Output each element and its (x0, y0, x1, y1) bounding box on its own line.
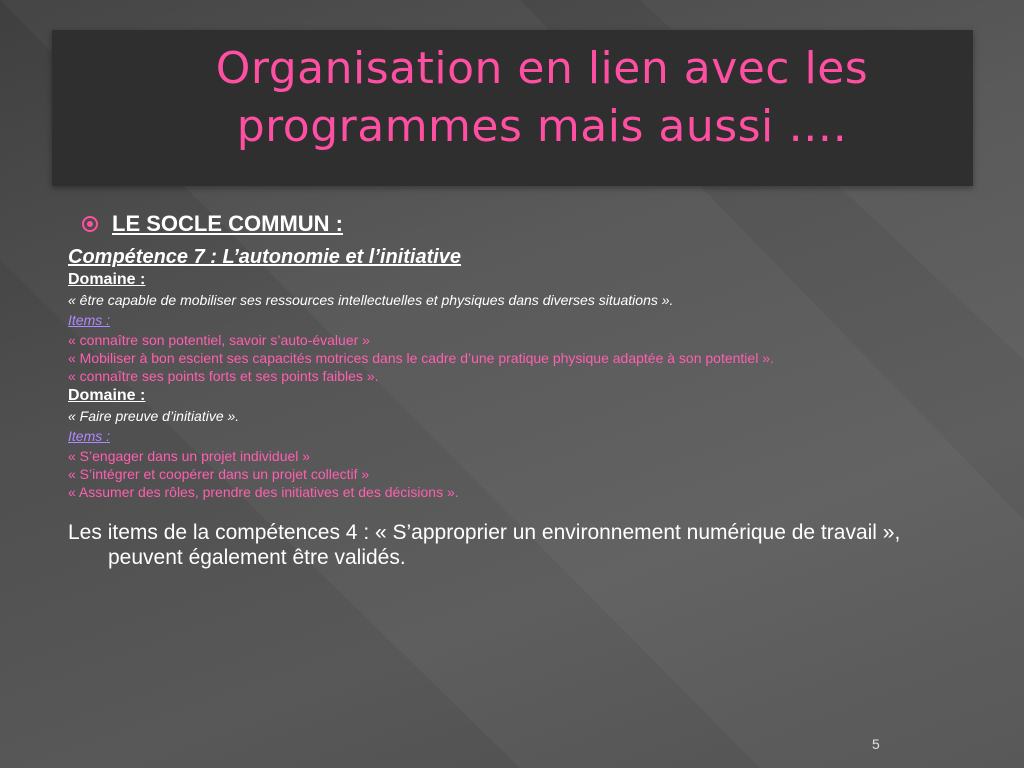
final-paragraph: Les items de la compétences 4 : « S’approprier un environnement numérique de travail », peuvent également être validés. (68, 521, 901, 569)
items-label-2: Items : (68, 428, 111, 444)
slide-content (68, 206, 968, 570)
list-item: « Assumer des rôles, prendre des initiatives et des décisions ». (68, 484, 459, 500)
slide-title: Organisation en lien avec les programmes mais aussi …. (215, 43, 869, 152)
domaine-label-1: Domaine : (68, 271, 146, 288)
page-number: 5 (872, 736, 880, 752)
radio-bullet-icon (82, 216, 98, 232)
list-item: « S’engager dans un projet individuel » (68, 448, 311, 464)
list-item: « S’intégrer et coopérer dans un projet collectif » (68, 466, 370, 482)
list-item: « connaître ses points forts et ses points faibles ». (68, 368, 379, 384)
list-item: « Mobiliser à bon escient ses capacités motrices dans le cadre d’une pratique physique adaptée à son potentiel ». (68, 350, 774, 366)
domaine-quote-1: « être capable de mobiliser ses ressources intellectuelles et physiques dans diverses situations ». (68, 292, 674, 308)
title-box (52, 30, 973, 186)
domaine-quote-2: « Faire preuve d’initiative ». (68, 408, 240, 424)
competence-heading: Compétence 7 : L’autonomie et l’initiative (68, 246, 462, 268)
socle-heading: LE SOCLE COMMUN : (112, 211, 343, 236)
domaine-label-2: Domaine : (68, 387, 146, 404)
socle-bullet-row (68, 206, 968, 242)
list-item: « connaître son potentiel, savoir s’auto-évaluer » (68, 332, 370, 348)
items-label-1: Items : (68, 312, 111, 328)
